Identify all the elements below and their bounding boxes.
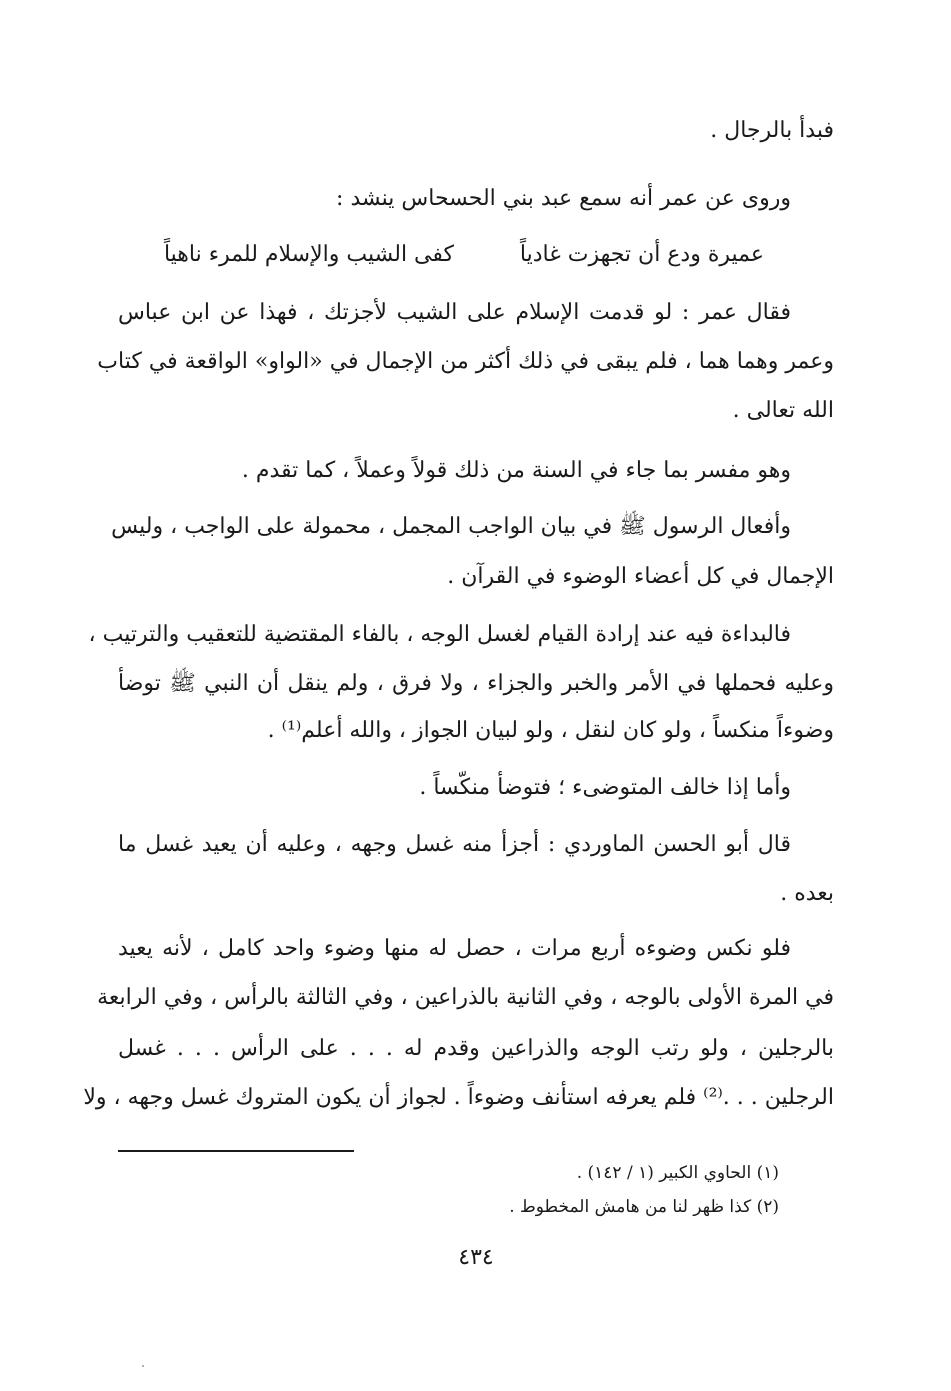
footnote-1: (١) الحاوي الكبير (١ / ١٤٢) . [576, 1163, 779, 1183]
verse-second-hemistich: كفى الشيب والإسلام للمرء ناهياً [163, 242, 454, 267]
text-line-12: وأما إذا خالف المتوضىء ؛ فتوضأ منكّساً . [419, 775, 791, 800]
text-line-6: وهو مفسر بما جاء في السنة من ذلك قولاً وعملاً ، كما تقدم . [241, 458, 791, 483]
text-line-11: وضوءاً منكساً ، ولو كان لنقل ، ولو لبيان الجواز ، والله أعلم⁽¹⁾ . [267, 718, 834, 743]
verse-first-hemistich: عميرة ودع أن تجهزت غادياً [519, 242, 764, 267]
text-line-13: قال أبو الحسن الماوردي : أجزأ منه غسل وجهه ، وعليه أن يعيد غسل ما [118, 832, 791, 857]
page-number: ٤٣٤ [458, 1245, 494, 1270]
footnote-2: (٢) كذا ظهر لنا من هامش المخطوط . [509, 1197, 779, 1217]
text-line-2: وروى عن عمر أنه سمع عبد بني الحسحاس ينشد : [336, 186, 791, 211]
text-line-17: بالرجلين ، ولو رتب الوجه والذراعين وقدم له . . . على الرأس . . . غسل [118, 1036, 834, 1061]
footnote-separator [118, 1150, 354, 1152]
text-line-8: الإجمال في كل أعضاء الوضوء في القرآن . [447, 564, 834, 589]
text-line-7: وأفعال الرسول ﷺ في بيان الواجب المجمل ، محمولة على الواجب ، وليس [111, 514, 791, 539]
text-line-18: الرجلين . . .⁽²⁾ فلم يعرفه استأنف وضوءاً . لجواز أن يكون المتروك غسل وجهه ، ولا [83, 1085, 834, 1110]
text-line-16: في المرة الأولى بالوجه ، وفي الثانية بالذراعين ، وفي الثالثة بالرأس ، وفي الرابعة [97, 985, 834, 1010]
text-line-1: فبدأ بالرجال . [710, 118, 834, 143]
text-line-14: بعده . [780, 881, 834, 906]
scan-speck [142, 1365, 144, 1367]
text-line-15: فلو نكس وضوءه أربع مرات ، حصل له منها وضوء واحد كامل ، لأنه يعيد [118, 936, 791, 961]
text-line-9: فالبداءة فيه عند إرادة القيام لغسل الوجه ، بالفاء المقتضية للتعقيب والترتيب ، [88, 622, 791, 647]
text-line-3: فقال عمر : لو قدمت الإسلام على الشيب لأجزتك ، فهذا عن ابن عباس [118, 300, 791, 325]
text-line-5: الله تعالى . [732, 398, 834, 423]
text-line-10: وعليه فحملها في الأمر والخبر والجزاء ، ولا فرق ، ولم ينقل أن النبي ﷺ توضأ [118, 671, 834, 696]
text-line-4: وعمر وهما هما ، فلم يبقى في ذلك أكثر من الإجمال في «الواو» الواقعة في كتاب [97, 349, 834, 374]
